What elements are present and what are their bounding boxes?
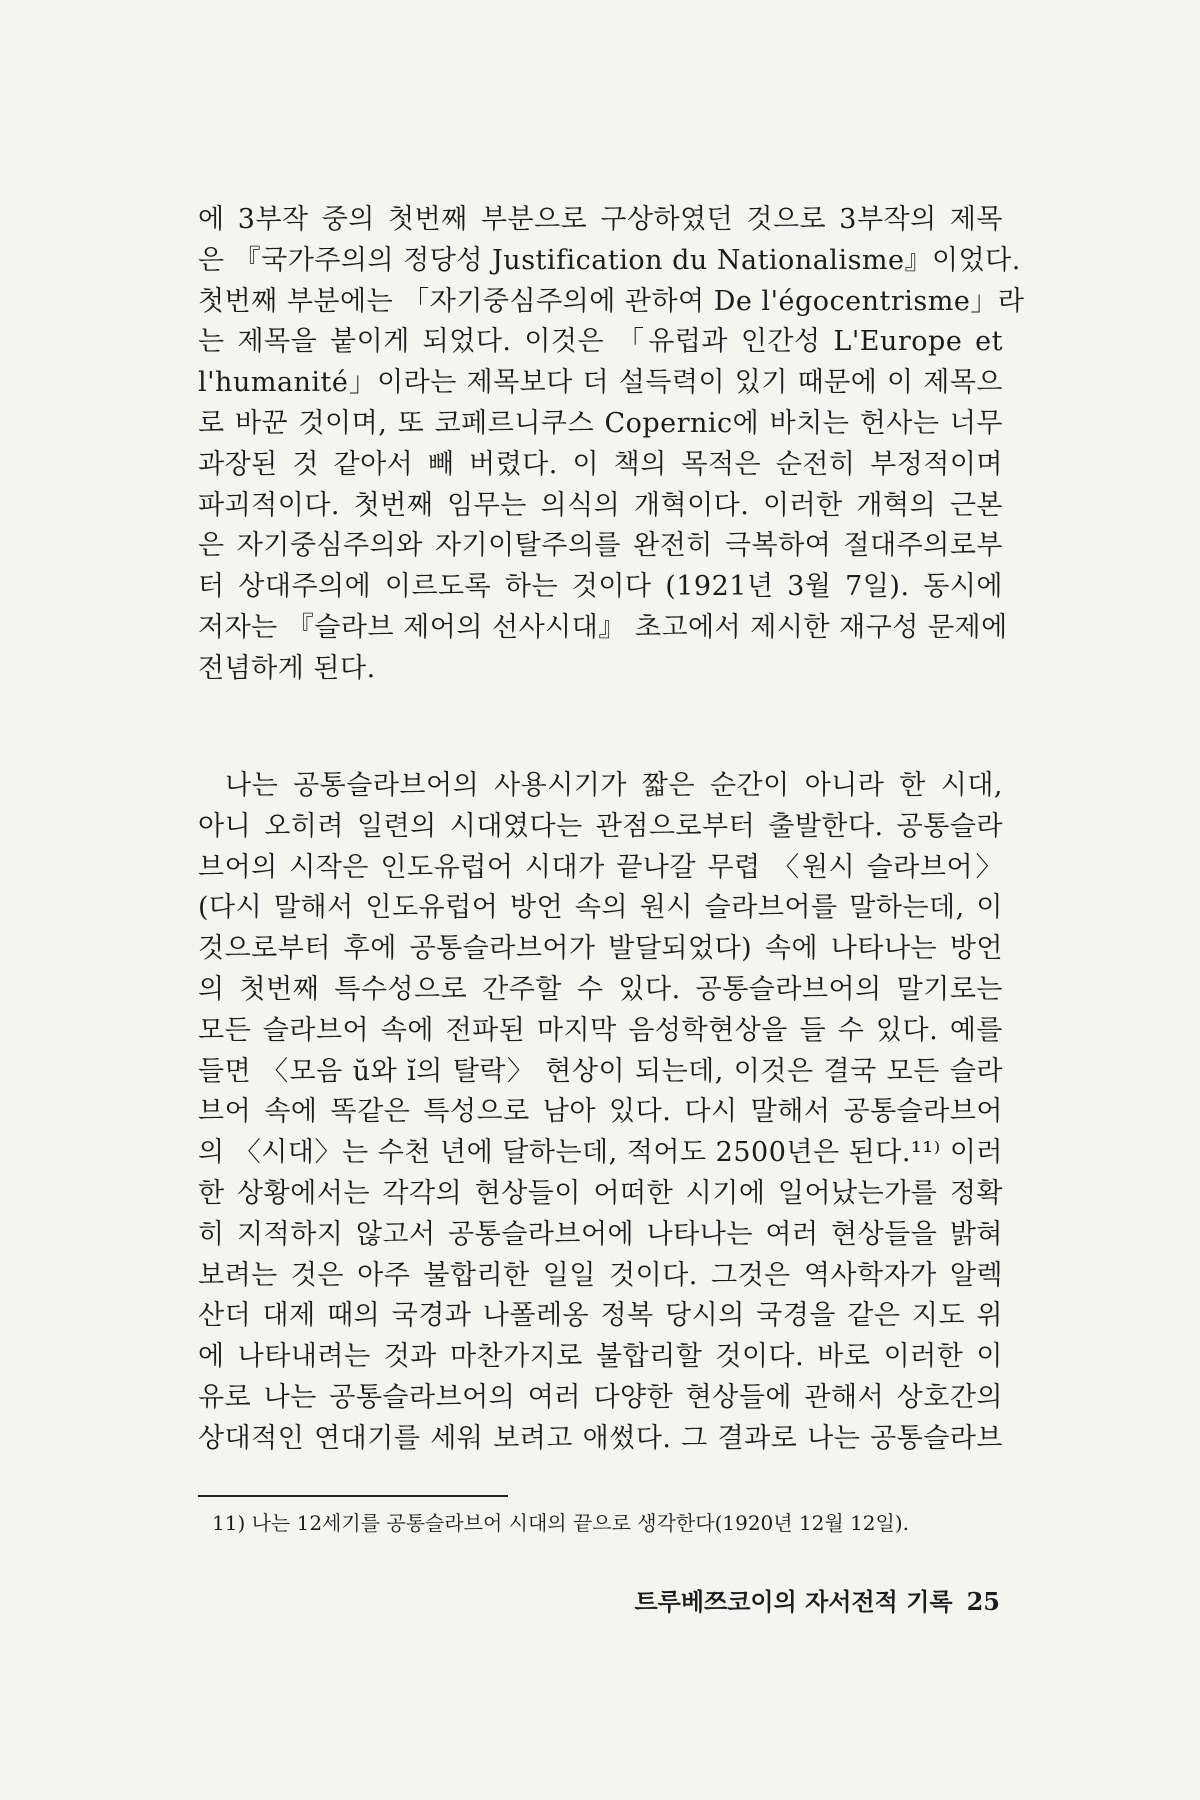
text-line: 상대적인 연대기를 세워 보려고 애썼다. 그 결과로 나는 공통슬라브 <box>198 1422 1003 1454</box>
text-line: 브어의 시작은 인도유럽어 시대가 끝나갈 무렵 〈원시 슬라브어〉 <box>198 851 1003 883</box>
text-line: 것으로부터 후에 공통슬라브어가 발달되었다) 속에 나타나는 방언 <box>198 933 1003 965</box>
text-line: 나는 공통슬라브어의 사용시기가 짧은 순간이 아니라 한 시대, <box>225 770 1003 801</box>
text-line: 아니 오히려 일련의 시대였다는 관점으로부터 출발한다. 공통슬라 <box>198 810 1003 842</box>
text-line: 들면 〈모음 ŭ와 ĭ의 탈락〉 현상이 되는데, 이것은 결국 모든 슬라 <box>198 1055 1003 1087</box>
paragraph-2 <box>198 766 1003 1460</box>
text-line: 은 자기중심주의와 자기이탈주의를 완전히 극복하여 절대주의로부 <box>198 530 1003 562</box>
text-line: 보려는 것은 아주 불합리한 일일 것이다. 그것은 역사학자가 알렉 <box>198 1259 1003 1291</box>
text-line: 전념하게 된다. <box>198 652 376 684</box>
text-line: 의 〈시대〉는 수천 년에 달하는데, 적어도 2500년은 된다.¹¹⁾ 이러 <box>198 1137 1003 1169</box>
page-number: 25 <box>966 1587 1000 1616</box>
text-line: l'humanité」이라는 제목보다 더 설득력이 있기 때문에 이 제목으 <box>198 367 1003 399</box>
text-line: 한 상황에서는 각각의 현상들이 어떠한 시기에 일어났는가를 정확 <box>198 1177 1003 1209</box>
text-line: 은 『국가주의의 정당성 Justification du Nationalisme』이었다. <box>198 244 1021 276</box>
text-line: 산더 대제 때의 국경과 나폴레옹 정복 당시의 국경을 같은 지도 위 <box>198 1300 1003 1332</box>
paragraph-1 <box>198 200 1025 690</box>
footnote: 11) 나는 12세기를 공통슬라브어 시대의 끝으로 생각한다(1920년 12월 12일). <box>212 1511 909 1535</box>
running-footer <box>634 1585 1000 1619</box>
text-line: 첫번째 부분에는 「자기중심주의에 관하여 De l'égocentrisme」라 <box>198 285 1025 317</box>
text-line: 는 제목을 붙이게 되었다. 이것은 「유럽과 인간성 L'Europe et <box>198 326 1003 358</box>
text-line: (다시 말해서 인도유럽어 방언 속의 원시 슬라브어를 말하는데, 이 <box>198 892 1003 924</box>
text-line: 로 바꾼 것이며, 또 코페르니쿠스 Copernic에 바치는 헌사는 너무 <box>198 407 1003 439</box>
text-line: 브어 속에 똑같은 특성으로 남아 있다. 다시 말해서 공통슬라브어 <box>198 1096 1003 1128</box>
text-line: 과장된 것 같아서 빼 버렸다. 이 책의 목적은 순전히 부정적이며 <box>198 448 1003 480</box>
text-line: 파괴적이다. 첫번째 임무는 의식의 개혁이다. 이러한 개혁의 근본 <box>198 489 1003 521</box>
text-line: 모든 슬라브어 속에 전파된 마지막 음성학현상을 들 수 있다. 예를 <box>198 1014 1003 1046</box>
running-title: 트루베쯔코이의 자서전적 기록 <box>634 1587 953 1616</box>
text-line: 에 3부작 중의 첫번째 부분으로 구상하였던 것으로 3부작의 제목 <box>198 204 1003 235</box>
text-line: 의 첫번째 특수성으로 간주할 수 있다. 공통슬라브어의 말기로는 <box>198 973 1003 1005</box>
footnote-divider <box>198 1495 508 1497</box>
text-line: 터 상대주의에 이르도록 하는 것이다 (1921년 3월 7일). 동시에 <box>198 571 1003 603</box>
text-line: 저자는 『슬라브 제어의 선사시대』 초고에서 제시한 재구성 문제에 <box>198 611 1008 643</box>
text-line: 유로 나는 공통슬라브어의 여러 다양한 현상들에 관해서 상호간의 <box>198 1381 1003 1413</box>
text-line: 에 나타내려는 것과 마찬가지로 불합리할 것이다. 바로 이러한 이 <box>198 1341 1003 1373</box>
text-line: 히 지적하지 않고서 공통슬라브어에 나타나는 여러 현상들을 밝혀 <box>198 1218 1003 1250</box>
